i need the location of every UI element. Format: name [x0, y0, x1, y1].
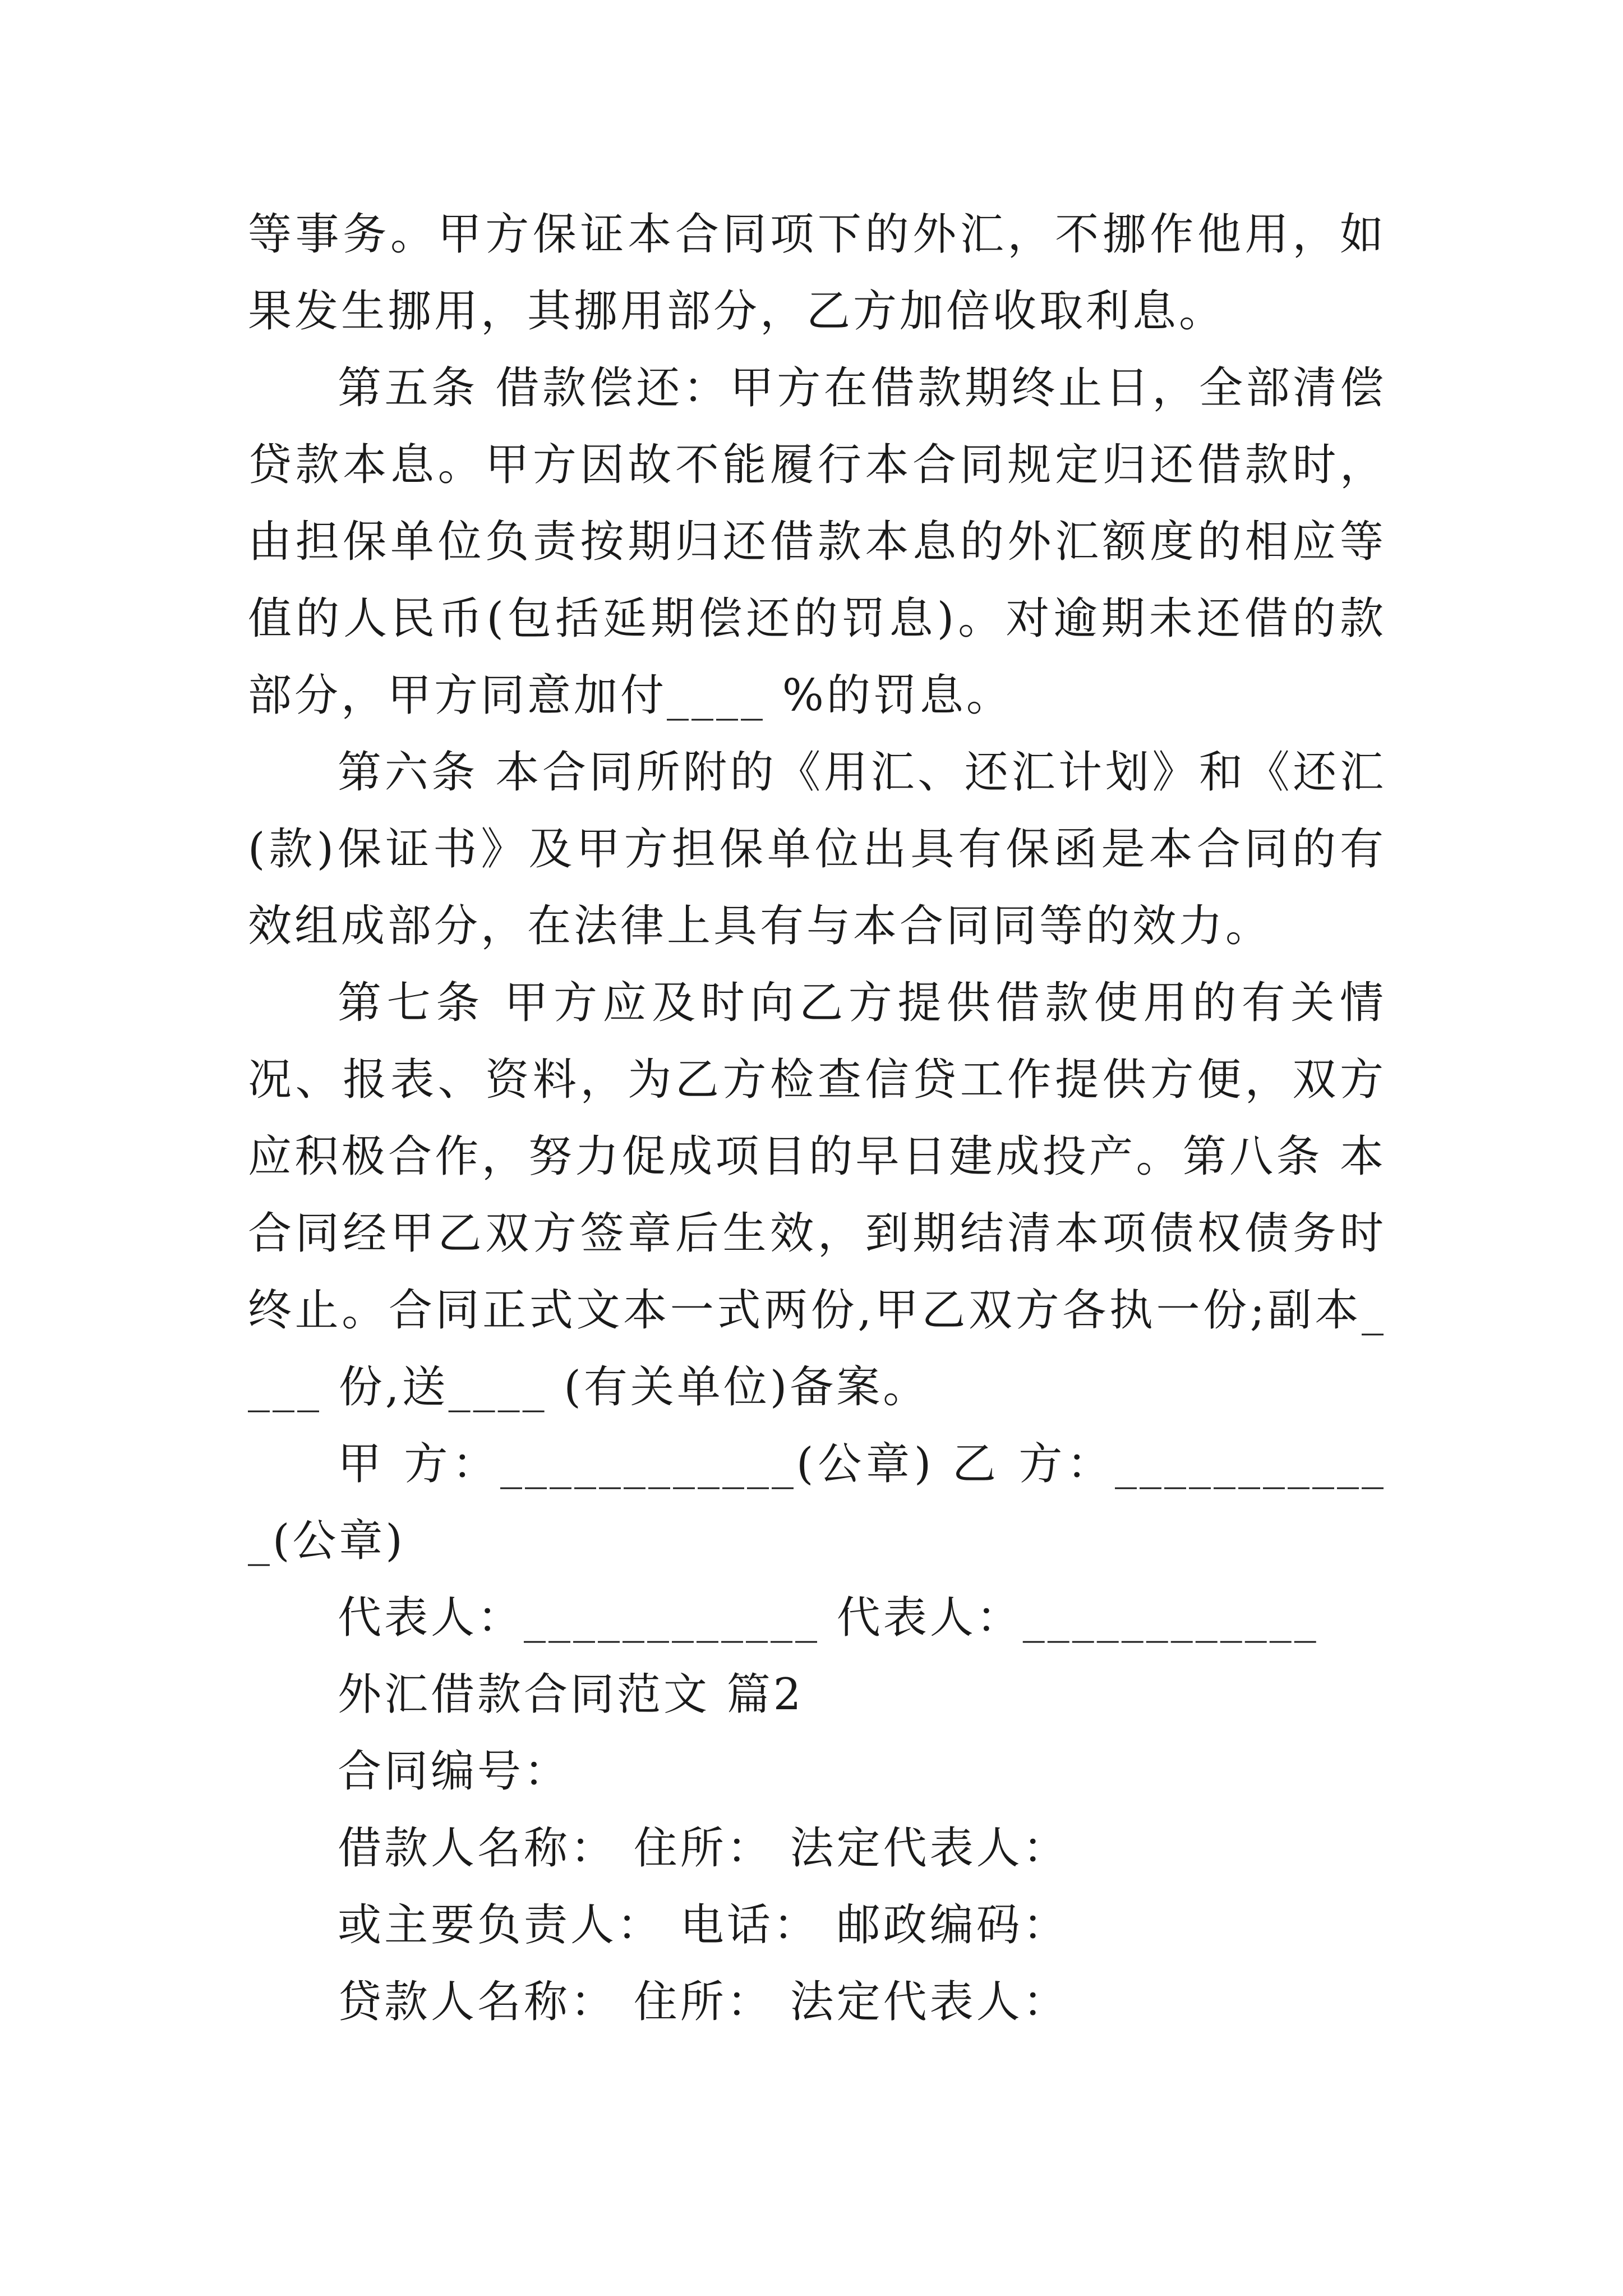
- document-body: [248, 196, 1386, 2041]
- paragraph-article-7-8-effect: 第七条 甲方应及时向乙方提供借款使用的有关情况、报表、资料，为乙方检查信贷工作提供方便，双方应积极合作，努力促成项目的早日建成投产。第八条 本合同经甲乙双方签章后生效，到期结清本项债权债务时终止。合同正式文本一式两份,甲乙双方各执一份;副本____ 份,送____ (有关单位)备案。: [248, 978, 1386, 1412]
- line-representatives: 代表人：____________ 代表人：____________: [338, 1593, 1319, 1643]
- line-lender-info: 贷款人名称： 住所： 法定代表人：: [338, 1977, 1069, 2027]
- paragraph-loan-use: 等事务。甲方保证本合同项下的外汇，不挪作他用，如果发生挪用，其挪用部分，乙方加倍收取利息。: [248, 209, 1386, 337]
- paragraph-article-6-attachments: 第六条 本合同所附的《用汇、还汇计划》和《还汇(款)保证书》及甲方担保单位出具有保函是本合同的有效组成部分，在法律上具有与本合同同等的效力。: [248, 747, 1386, 951]
- paragraph-party-seals: 甲 方：____________(公章) 乙 方：____________(公章): [248, 1439, 1386, 1566]
- section-heading-contract-2: 外汇借款合同范文 篇2: [338, 1669, 804, 1720]
- line-principal-contact: 或主要负责人： 电话： 邮政编码：: [338, 1900, 1069, 1950]
- line-contract-number: 合同编号：: [338, 1746, 571, 1797]
- paragraph-article-5-repayment: 第五条 借款偿还：甲方在借款期终止日，全部清偿贷款本息。甲方因故不能履行本合同规定归还借款时，由担保单位负责按期归还借款本息的外汇额度的相应等值的人民币(包括延期偿还的罚息)。对逾期未还借的款部分，甲方同意加付____ %的罚息。: [248, 363, 1386, 721]
- line-borrower-info: 借款人名称： 住所： 法定代表人：: [338, 1823, 1069, 1874]
